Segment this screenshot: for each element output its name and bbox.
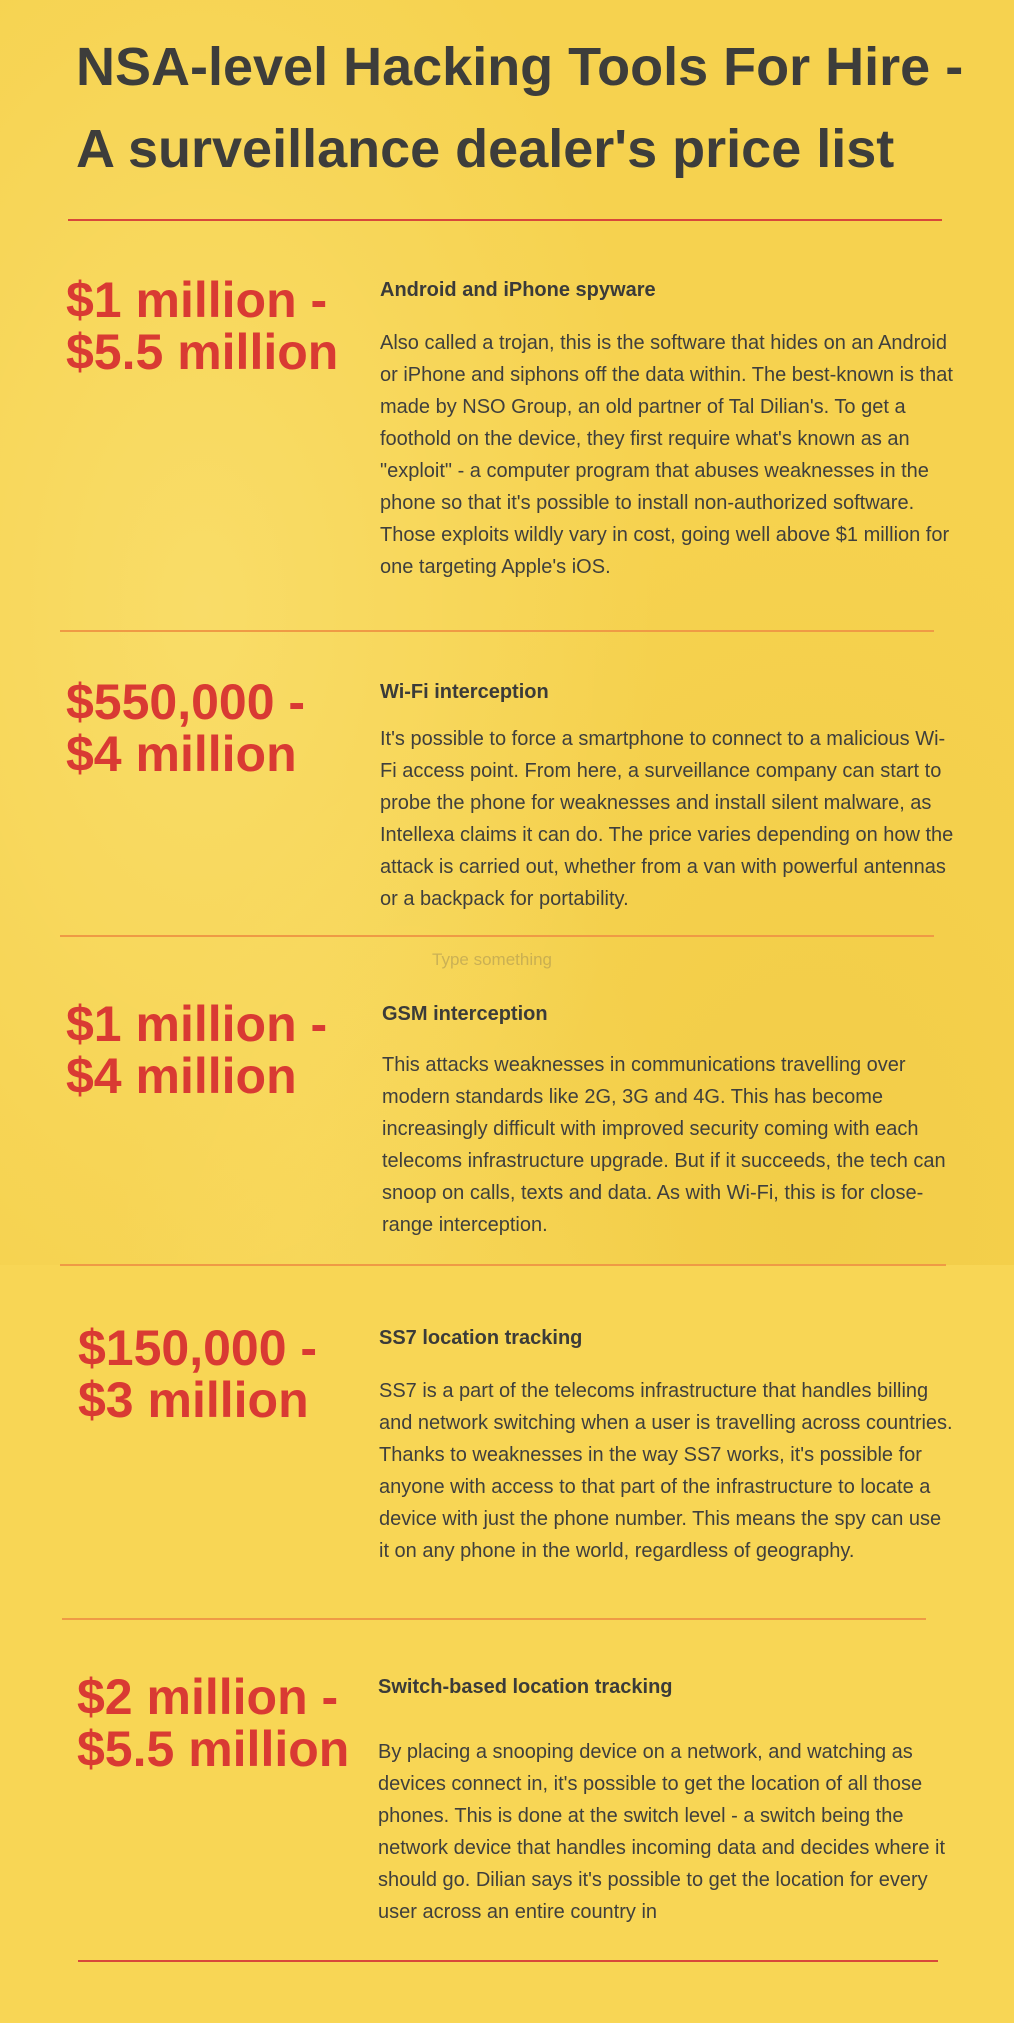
price-line-1: $2 million - xyxy=(77,1669,339,1725)
price-line-1: $550,000 - xyxy=(66,674,306,730)
page-title: NSA-level Hacking Tools For Hire - A surveillance dealer's price list xyxy=(76,37,964,179)
item-description: Also called a trojan, this is the software that hides on an Android or iPhone and siphons off the data within. The best-known is that made by NSO Group, an old partner of Tal Dilian's. To get a foothold on the device, they first require what's known as an "exploit" - a computer program that abuses weaknesses in the phone so that it's possible to install non-authorized software. Those exploits wildly vary in cost, going well above $1 million for one targeting Apple's iOS. xyxy=(380,332,953,578)
price-line-2: $4 million xyxy=(66,1048,297,1104)
item-title: Switch-based location tracking xyxy=(378,1676,673,1698)
price-line-1: $1 million - xyxy=(66,996,328,1052)
price-range xyxy=(77,1671,349,1775)
price-line-1: $1 million - xyxy=(66,272,328,328)
price-line-2: $5.5 million xyxy=(66,324,339,380)
price-range xyxy=(66,274,338,378)
title-divider xyxy=(68,219,942,221)
price-line-2: $4 million xyxy=(66,726,297,782)
footer-divider xyxy=(78,1960,938,1962)
section-divider xyxy=(60,1264,946,1266)
section-divider xyxy=(60,935,934,937)
item-title: GSM interception xyxy=(382,1003,548,1025)
item-description: By placing a snooping device on a network, and watching as devices connect in, it's possible to get the location of all those phones. This is done at the switch level - a switch being the network device that handles incoming data and decides where it should go. Dilian says it's possible to get the location for every user across an entire country in xyxy=(378,1741,946,1923)
item-title: SS7 location tracking xyxy=(379,1327,583,1349)
price-range xyxy=(66,998,327,1102)
price-line-2: $3 million xyxy=(78,1372,309,1428)
text-placeholder: Type something xyxy=(432,950,553,969)
price-range xyxy=(78,1322,317,1426)
section-divider xyxy=(60,630,934,632)
price-line-1: $150,000 - xyxy=(78,1320,318,1376)
price-range xyxy=(66,676,305,780)
item-title: Android and iPhone spyware xyxy=(380,279,656,301)
item-description: It's possible to force a smartphone to connect to a malicious Wi-Fi access point. From here, a surveillance company can start to probe the phone for weaknesses and install silent malware, as Intellexa claims it can do. The price varies depending on how the attack is carried out, whether from a van with powerful antennas or a backpack for portability. xyxy=(380,728,954,910)
item-description: SS7 is a part of the telecoms infrastructure that handles billing and network switching when a user is travelling across countries. Thanks to weaknesses in the way SS7 works, it's possible for anyone with access to that part of the infrastructure to locate a device with just the phone number. This means the spy can use it on any phone in the world, regardless of geography. xyxy=(379,1380,953,1562)
price-line-2: $5.5 million xyxy=(77,1721,350,1777)
item-description: This attacks weaknesses in communications travelling over modern standards like 2G, 3G and 4G. This has become increasingly difficult with improved security coming with each telecoms infrastructure upgrade. But if it succeeds, the tech can snoop on calls, texts and data. As with Wi-Fi, this is for close-range interception. xyxy=(382,1054,946,1236)
item-title: Wi-Fi interception xyxy=(380,681,549,703)
section-divider xyxy=(62,1618,926,1620)
